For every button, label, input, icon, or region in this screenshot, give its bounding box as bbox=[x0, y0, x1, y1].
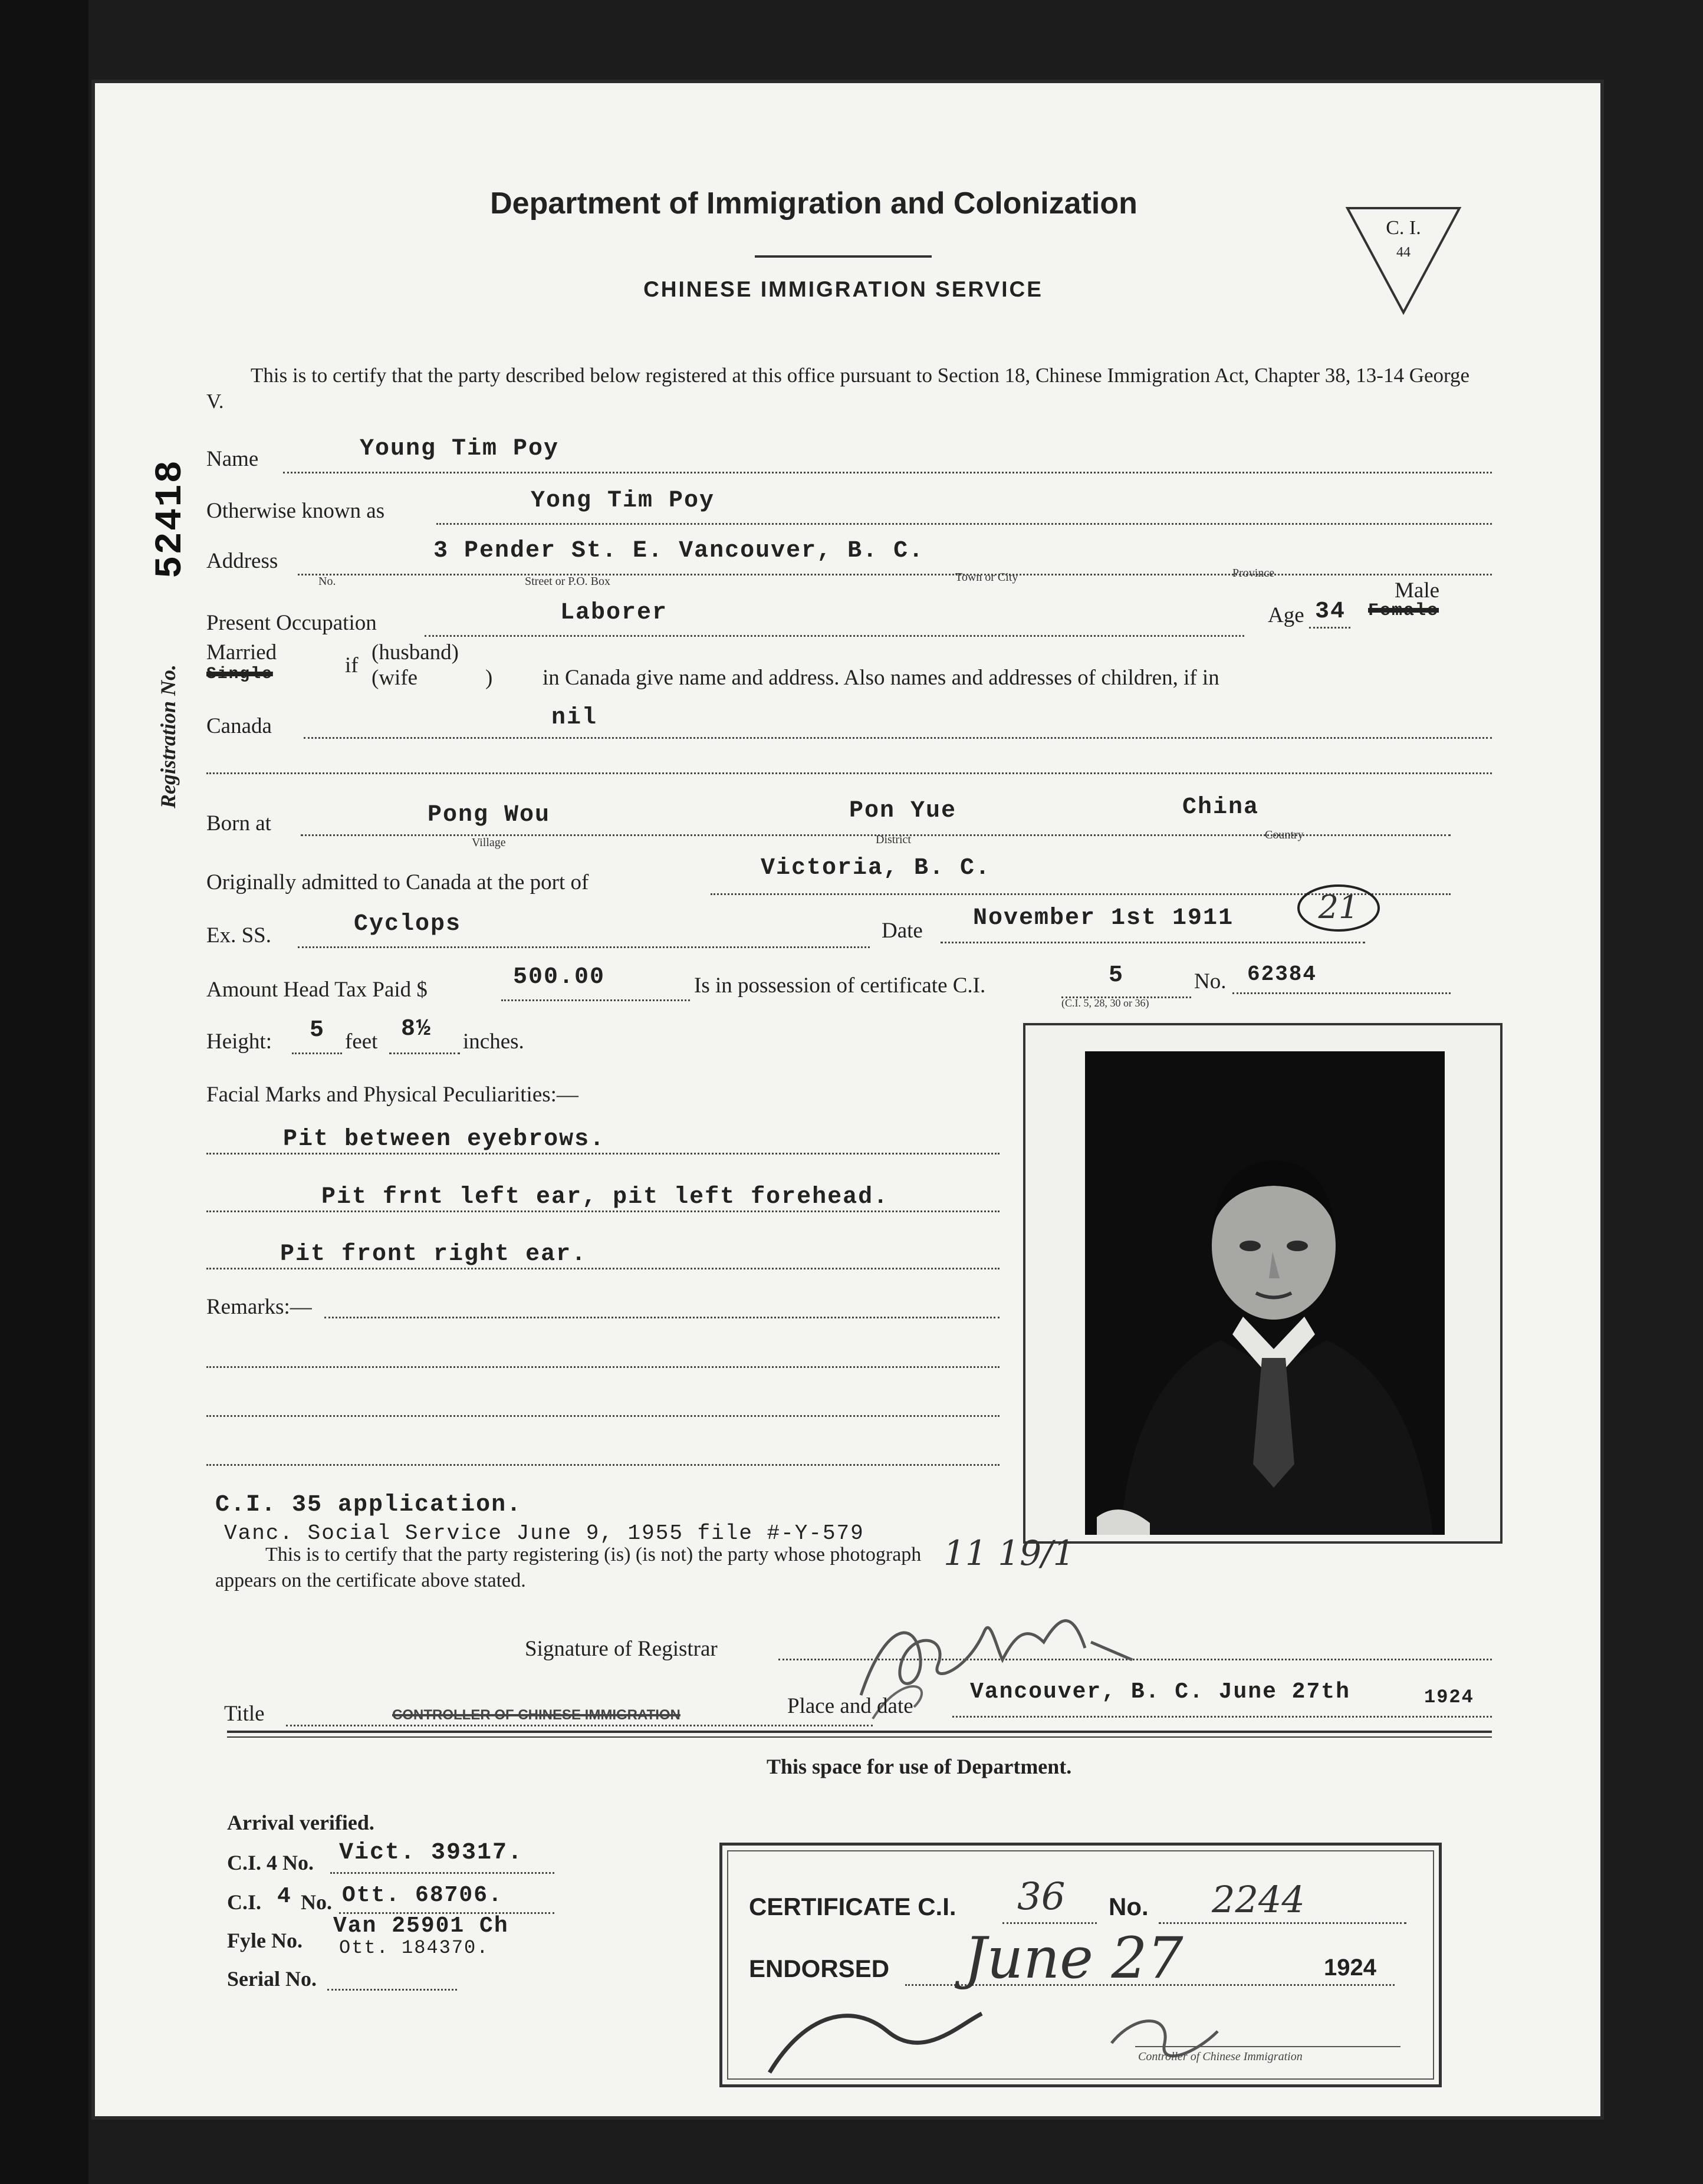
remarks-line-1: C.I. 35 application. bbox=[215, 1492, 522, 1518]
circled-number: 21 bbox=[1318, 889, 1359, 926]
age-label: Age bbox=[1268, 603, 1304, 627]
married-label: Married bbox=[206, 640, 277, 665]
canada-line-2 bbox=[206, 772, 1492, 774]
arrival-label: Arrival verified. bbox=[227, 1811, 374, 1834]
aka-value: Yong Tim Poy bbox=[531, 488, 715, 514]
single-struck: Single bbox=[206, 665, 273, 683]
section-rule-1 bbox=[227, 1731, 1492, 1733]
occupation-label: Present Occupation bbox=[206, 611, 377, 635]
admitted-value: Victoria, B. C. bbox=[761, 855, 991, 882]
born-country-sub: Country bbox=[1265, 828, 1304, 841]
fyle-label: Fyle No. bbox=[227, 1929, 303, 1952]
place-year: 1924 bbox=[1424, 1686, 1474, 1708]
ci4b-value: Ott. 68706. bbox=[342, 1883, 503, 1908]
fyle-value-2: Ott. 184370. bbox=[339, 1937, 489, 1959]
remarks-dots-3 bbox=[206, 1415, 1000, 1417]
headtax-value: 500.00 bbox=[513, 964, 606, 991]
remarks-label: Remarks:— bbox=[206, 1295, 312, 1319]
remarks-dots-4 bbox=[206, 1464, 1000, 1466]
ci-sub: (C.I. 5, 28, 30 or 36) bbox=[1061, 997, 1149, 1009]
aka-line bbox=[436, 523, 1492, 525]
feet-label: feet bbox=[345, 1029, 378, 1054]
serial-line bbox=[327, 1989, 457, 1991]
address-line bbox=[298, 574, 1492, 575]
ci4b-number: 4 bbox=[277, 1884, 292, 1909]
ci4-label: C.I. 4 No. bbox=[227, 1851, 314, 1874]
born-country: China bbox=[1182, 794, 1260, 821]
registration-number: 52418 bbox=[150, 459, 192, 578]
scan-border bbox=[0, 0, 88, 2184]
ship-label: Ex. SS. bbox=[206, 923, 272, 948]
born-district: Pon Yue bbox=[849, 798, 957, 824]
height-feet: 5 bbox=[310, 1017, 326, 1044]
department-heading: This space for use of Department. bbox=[767, 1755, 1072, 1778]
stamp-endorsed-year: 1924 bbox=[1324, 1955, 1376, 1981]
stamp-footer-rule bbox=[1135, 2046, 1400, 2047]
no-line bbox=[1232, 992, 1451, 994]
born-village: Pong Wou bbox=[428, 802, 551, 828]
title-line bbox=[286, 1725, 873, 1726]
wife-label: (wife bbox=[371, 666, 418, 690]
signature-label: Signature of Registrar bbox=[525, 1637, 718, 1661]
occupation-value: Laborer bbox=[560, 600, 668, 626]
stamp-certificate-label: CERTIFICATE C.I. bbox=[749, 1893, 956, 1920]
date-value: November 1st 1911 bbox=[973, 905, 1234, 932]
no-value: 62384 bbox=[1247, 962, 1317, 986]
address-sub-street: Street or P.O. Box bbox=[525, 575, 610, 588]
registration-label: Registration No. bbox=[156, 664, 180, 808]
section-rule-2 bbox=[227, 1736, 1492, 1738]
address-sub-no: No. bbox=[318, 575, 336, 588]
form-code-ci: C. I. bbox=[1386, 217, 1421, 239]
header-rule bbox=[755, 255, 932, 258]
age-line bbox=[1309, 627, 1350, 629]
headtax-line bbox=[501, 999, 690, 1001]
age-value: 34 bbox=[1315, 598, 1346, 625]
name-line bbox=[283, 472, 1492, 473]
height-inches-line bbox=[389, 1052, 460, 1054]
husband-label: (husband) bbox=[371, 640, 459, 665]
facial-line-3: Pit front right ear. bbox=[280, 1241, 587, 1268]
place-label: Place and date bbox=[787, 1694, 913, 1718]
born-district-sub: District bbox=[876, 833, 911, 846]
remarks-line-2: Vanc. Social Service June 9, 1955 file #-Y-579 bbox=[224, 1521, 864, 1545]
canada-instruction: in Canada give name and address. Also names and addresses of children, if in bbox=[543, 666, 1219, 690]
fyle-value: Van 25901 Ch bbox=[333, 1913, 509, 1939]
facial-line-1: Pit between eyebrows. bbox=[283, 1126, 606, 1153]
stamp-ci-line bbox=[1002, 1922, 1097, 1924]
ci4b-prefix: C.I. bbox=[227, 1890, 262, 1914]
remarks-dots-2 bbox=[206, 1366, 1000, 1368]
sex-male: Male bbox=[1395, 578, 1440, 603]
name-value: Young Tim Poy bbox=[360, 436, 560, 462]
stamp-footer: Controller of Chinese Immigration bbox=[1138, 2050, 1303, 2063]
headtax-label: Amount Head Tax Paid $ bbox=[206, 978, 428, 1002]
date-label: Date bbox=[882, 919, 923, 943]
facial-line-2: Pit frnt left ear, pit left forehead. bbox=[321, 1184, 889, 1211]
address-sub-province: Province bbox=[1232, 567, 1275, 580]
ship-value: Cyclops bbox=[354, 911, 462, 938]
service-title: CHINESE IMMIGRATION SERVICE bbox=[643, 277, 1043, 301]
certify-text: This is to certify that the party described below registered at this office pursuant to Section 18, Chinese Immigration Act, Chapter 38, 13-14 George V. bbox=[206, 364, 1470, 413]
serial-label: Serial No. bbox=[227, 1967, 317, 1991]
address-sub-town: Town or City bbox=[955, 571, 1018, 584]
remarks-dots-1 bbox=[324, 1317, 1000, 1318]
place-value: Vancouver, B. C. June 27th bbox=[970, 1679, 1350, 1705]
stamp-no-label: No. bbox=[1109, 1893, 1149, 1920]
ci4-line bbox=[330, 1872, 554, 1874]
aka-label: Otherwise known as bbox=[206, 499, 385, 523]
title-value: CONTROLLER OF CHINESE IMMIGRATION bbox=[392, 1707, 680, 1723]
applicant-photo bbox=[1085, 1051, 1445, 1535]
stamp-no-line bbox=[1159, 1922, 1406, 1924]
hand-note: 11 19/1 bbox=[943, 1533, 1075, 1573]
if-label: if bbox=[345, 653, 359, 677]
no-label: No. bbox=[1194, 969, 1227, 994]
place-line bbox=[952, 1716, 1492, 1718]
facial-dots-2 bbox=[206, 1211, 1000, 1212]
canada-line bbox=[304, 737, 1492, 739]
born-village-sub: Village bbox=[472, 836, 506, 849]
department-title: Department of Immigration and Colonization bbox=[490, 186, 1137, 221]
certificate-page bbox=[91, 80, 1604, 2120]
name-label: Name bbox=[206, 447, 259, 471]
ship-line bbox=[298, 946, 870, 948]
photo-certify-text: This is to certify that the party registering (is) (is not) the party whose photograph appears on the certificate above stated. bbox=[215, 1544, 922, 1591]
occupation-line bbox=[425, 635, 1244, 637]
stamp-endorsed-date: June 27 bbox=[964, 1925, 1183, 1991]
form-code-number: 44 bbox=[1396, 245, 1411, 260]
facial-dots-1 bbox=[206, 1153, 1000, 1155]
height-label: Height: bbox=[206, 1029, 272, 1054]
stamp-endorsed-label: ENDORSED bbox=[749, 1955, 890, 1982]
wife-paren-close: ) bbox=[485, 666, 493, 690]
ci4-value: Vict. 39317. bbox=[339, 1840, 524, 1866]
stamp-certificate-ci: 36 bbox=[1017, 1875, 1066, 1919]
height-feet-line bbox=[292, 1052, 342, 1054]
ci-value: 5 bbox=[1109, 962, 1125, 989]
facial-label: Facial Marks and Physical Peculiarities:— bbox=[206, 1083, 578, 1107]
facial-dots-3 bbox=[206, 1268, 1000, 1269]
title-label: Title bbox=[224, 1702, 265, 1726]
possession-label: Is in possession of certificate C.I. bbox=[694, 973, 986, 998]
canada-value: nil bbox=[551, 705, 598, 731]
sex-struck-female: Female bbox=[1368, 601, 1439, 621]
date-line bbox=[941, 942, 1365, 943]
born-label: Born at bbox=[206, 811, 271, 836]
address-label: Address bbox=[206, 549, 278, 573]
canada-label: Canada bbox=[206, 714, 272, 738]
admitted-label: Originally admitted to Canada at the port of bbox=[206, 870, 589, 894]
height-inches: 8½ bbox=[401, 1016, 432, 1042]
ci4b-label: No. bbox=[301, 1890, 332, 1914]
address-value: 3 Pender St. E. Vancouver, B. C. bbox=[433, 538, 925, 564]
stamp-signature bbox=[758, 1978, 1377, 2084]
inches-label: inches. bbox=[463, 1029, 524, 1054]
stamp-no-value: 2244 bbox=[1212, 1878, 1305, 1921]
